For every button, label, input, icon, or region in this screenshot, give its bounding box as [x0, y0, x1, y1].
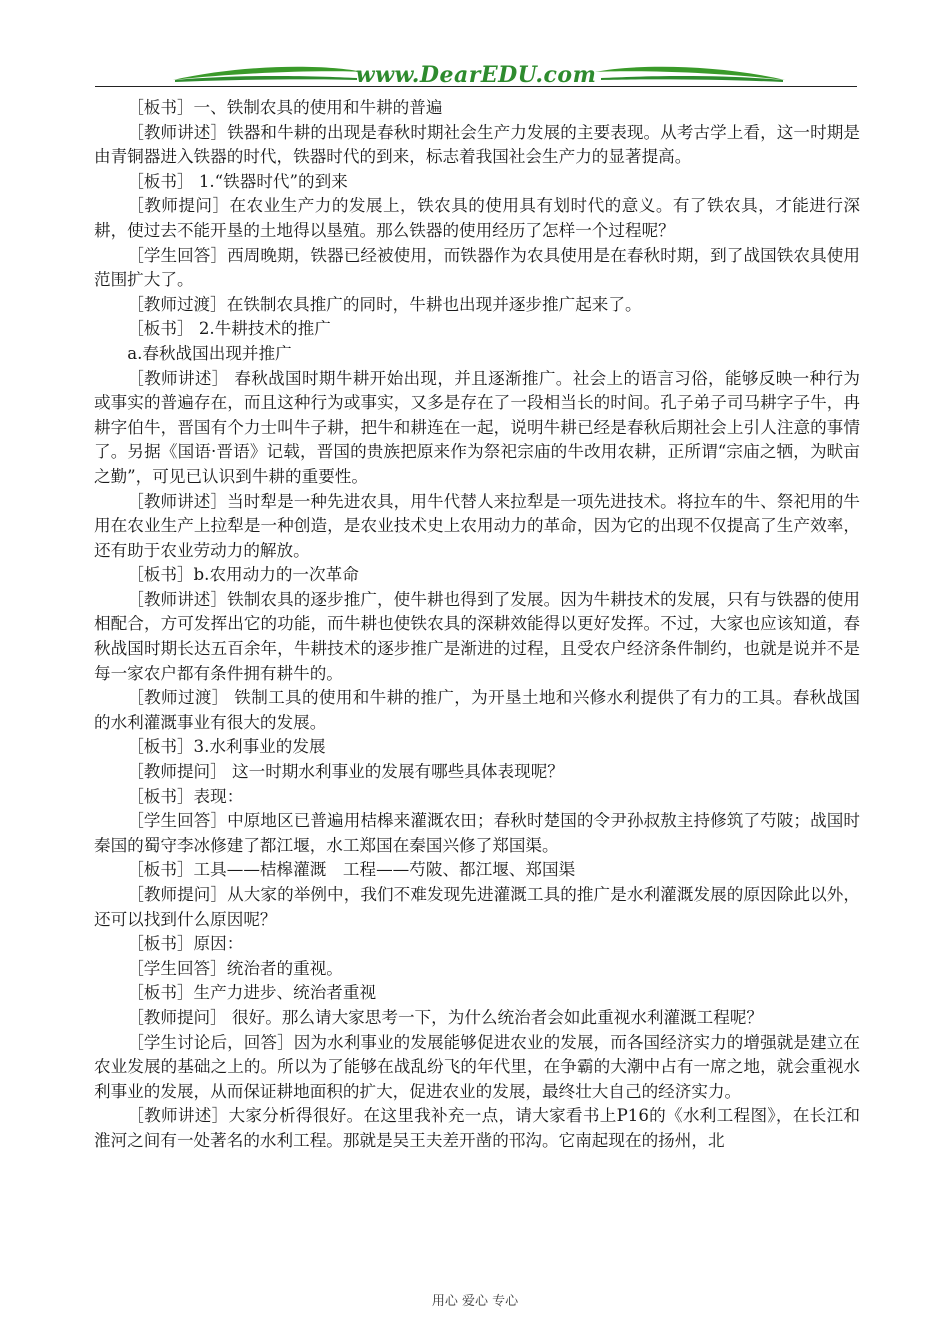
- document-body: [94, 96, 860, 1154]
- paragraph: ［板书］b.农用动力的一次革命: [127, 565, 359, 585]
- paragraph: ［板书］生产力进步、统治者重视: [127, 983, 377, 1003]
- paragraph: ［板书］3.水利事业的发展: [127, 737, 326, 757]
- paragraph: ［板书］ 1.“铁器时代”的到来: [127, 171, 348, 191]
- paragraph: ［学生回答］西周晚期，铁器已经被使用，而铁器作为农具使用是在春秋时期，到了战国铁农具使用范围扩大了。: [94, 245, 860, 290]
- paragraph: ［教师提问］ 这一时期水利事业的发展有哪些具体表现呢？: [127, 762, 564, 782]
- paragraph: ［板书］表现：: [127, 786, 244, 806]
- paragraph: ［学生回答］中原地区已普遍用桔槔来灌溉农田；春秋时楚国的令尹孙叔敖主持修筑了芍陂；战国时秦国的蜀守李冰修建了都江堰，水工郑国在秦国兴修了郑国渠。: [94, 811, 860, 855]
- paragraph: ［教师讲述］铁制农具的逐步推广，使牛耕也得到了发展。因为牛耕技术的发展，只有与铁器的使用相配合，方可发挥出它的功能，而牛耕也使铁农具的深耕效能得以更好发挥。不过，大家也应该知道，春秋战国时期长达五百余年，牛耕技术的逐步推广是渐进的过程，且受农户经济条件制约，也就是说并不是每一家农户都有条件拥有耕牛的。: [94, 589, 860, 683]
- paragraph: ［教师过渡］ 铁制工具的使用和牛耕的推广，为开垦土地和兴修水利提供了有力的工具。春秋战国的水利灌溉事业有很大的发展。: [94, 688, 860, 732]
- paragraph: ［教师讲述］ 春秋战国时期牛耕开始出现，并且逐渐推广。社会上的语言习俗，能够反映一种行为或事实的普遍存在，而且这种行为或事实，又多是存在了一段相当长的时间。孔子弟子司马耕字子牛，冉耕字伯牛，晋国有个力士叫牛子耕，把牛和耕连在一起，说明牛耕已经是春秋后期社会上引人注意的事情了。另据《国语·晋语》记载，晋国的贵族把原来作为祭祀宗庙的牛改用农耕，正所谓“宗庙之牺，为畎亩之勤”，可见已认识到牛耕的重要性。: [94, 368, 860, 486]
- paragraph: ［教师讲述］铁器和牛耕的出现是春秋时期社会生产力发展的主要表现。从考古学上看，这一时期是由青铜器进入铁器的时代，铁器时代的到来，标志着我国社会生产力的显著提高。: [94, 122, 860, 167]
- paragraph: ［教师讲述］当时犁是一种先进农具，用牛代替人来拉犁是一项先进技术。将拉车的牛、祭祀用的牛用在农业生产上拉犁是一种创造，是农业技术史上农用动力的革命，因为它的出现不仅提高了生产效率，还有助于农业劳动力的解放。: [94, 491, 860, 560]
- paragraph: a.春秋战国出现并推广: [127, 343, 292, 363]
- paragraph: ［教师提问］从大家的举例中，我们不难发现先进灌溉工具的推广是水利灌溉发展的原因除此以外，还可以找到什么原因呢？: [94, 885, 860, 929]
- site-logo-text[interactable]: www.DearEDU.com: [355, 62, 597, 88]
- paragraph: ［学生回答］统治者的重视。: [127, 958, 343, 978]
- paragraph: ［教师过渡］在铁制农具推广的同时，牛耕也出现并逐步推广起来了。: [127, 294, 642, 314]
- paragraph: ［板书］原因：: [127, 934, 244, 954]
- paragraph: ［板书］ 2.牛耕技术的推广: [127, 319, 331, 339]
- site-header-banner: [95, 58, 857, 94]
- paragraph: ［学生讨论后，回答］因为水利事业的发展能够促进农业的发展，而各国经济实力的增强就是建立在农业发展的基础之上的。所以为了能够在战乱纷飞的年代里，在争霸的大潮中占有一席之地，就会重视水利事业的发展，从而保证耕地面积的扩大，促进农业的发展，最终壮大自己的经济实力。: [94, 1032, 860, 1101]
- page-footer: 用心 爱心 专心: [431, 1294, 519, 1309]
- paragraph: ［教师提问］在农业生产力的发展上，铁农具的使用具有划时代的意义。有了铁农具，才能进行深耕，使过去不能开垦的土地得以垦殖。那么铁器的使用经历了怎样一个过程呢？: [94, 196, 860, 240]
- paragraph: ［板书］一、铁制农具的使用和牛耕的普遍: [127, 98, 443, 117]
- header-divider: [95, 86, 857, 87]
- paragraph: ［教师提问］ 很好。那么请大家思考一下，为什么统治者会如此重视水利灌溉工程呢？: [127, 1007, 764, 1027]
- paragraph: ［板书］工具——桔槔灌溉 工程——芍陂、都江堰、郑国渠: [127, 860, 576, 880]
- paragraph: ［教师讲述］大家分析得很好。在这里我补充一点，请大家看书上P16的《水利工程图》，在长江和淮河之间有一处著名的水利工程。那就是吴王夫差开凿的邗沟。它南起现在的扬州，北: [94, 1106, 860, 1150]
